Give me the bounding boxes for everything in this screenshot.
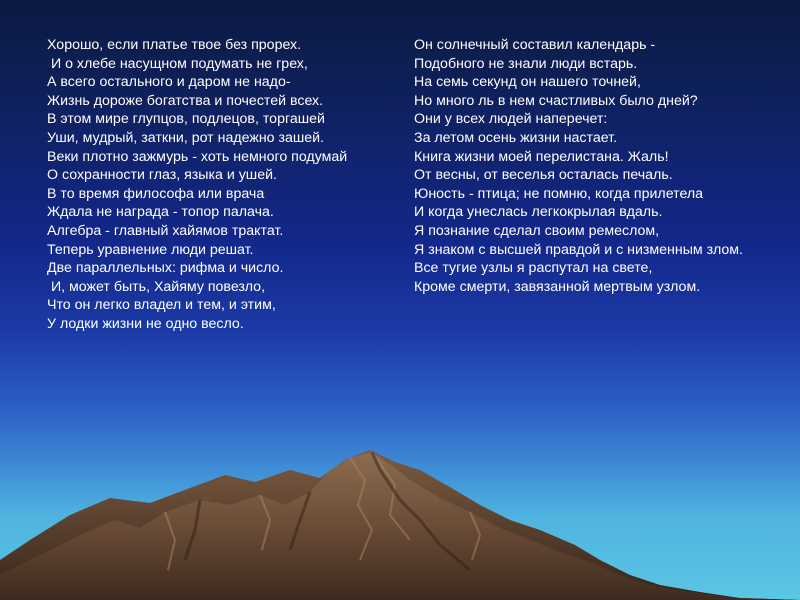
poem-line: Что он легко владел и тем, и этим,	[47, 297, 276, 314]
poem-line: Уши, мудрый, заткни, рот надежно зашей.	[47, 129, 325, 146]
poem-line: Жизнь дороже богатства и почестей всех.	[47, 92, 324, 109]
poem-line: За летом осень жизни настает.	[414, 129, 618, 146]
poem-line: Юность - птица; не помню, когда прилетела	[414, 185, 704, 202]
poem-line: И когда унеслась легкокрылая вдаль.	[414, 204, 663, 221]
poem-line: У лодки жизни не одно весло.	[47, 315, 244, 332]
poem-line: Подобного не знали люди встарь.	[414, 55, 638, 72]
poem-line: И о хлебе насущном подумать не грех,	[47, 55, 308, 72]
poem-line: О сохранности глаз, языка и ушей.	[47, 167, 277, 184]
poem-line: Я познание сделал своим ремеслом,	[414, 222, 660, 239]
poem-line: Они у всех людей наперечет:	[414, 111, 608, 128]
poem-column-right	[414, 36, 759, 296]
poem-line: Все тугие узлы я распутал на свете,	[414, 260, 653, 277]
poem-line: Теперь уравнение люди решат.	[47, 241, 254, 258]
poem-line: И, может быть, Хайяму повезло,	[47, 278, 266, 295]
poem-column-left	[47, 36, 392, 334]
poem-line: В то время философа или врача	[47, 185, 265, 202]
poem-line: Но много ль в нем счастливых было дней?	[414, 92, 698, 109]
poem-line: Книга жизни моей перелистана. Жаль!	[414, 148, 669, 165]
poem-line: Он солнечный составил календарь -	[414, 37, 656, 53]
poem-line: Две параллельных: рифма и число.	[47, 260, 284, 277]
poem-line: Я знаком с высшей правдой и с низменным злом.	[414, 241, 743, 258]
poem-line: Кроме смерти, завязанной мертвым узлом.	[414, 278, 701, 295]
poem-line: На семь секунд он нашего точней,	[414, 74, 641, 91]
poem-line: Алгебра - главный хайямов трактат.	[47, 222, 284, 239]
poem-line: Ждала не награда - топор палача.	[47, 204, 274, 221]
poem-line: А всего остального и даром не надо-	[47, 74, 291, 91]
poem-line: В этом мире глупцов, подлецов, торгашей	[47, 111, 325, 128]
poem-line: Хорошо, если платье твое без прорех.	[47, 37, 302, 53]
poem-line: Веки плотно зажмурь - хоть немного подумай	[47, 148, 348, 165]
poem-line: От весны, от веселья осталась печаль.	[414, 167, 673, 184]
